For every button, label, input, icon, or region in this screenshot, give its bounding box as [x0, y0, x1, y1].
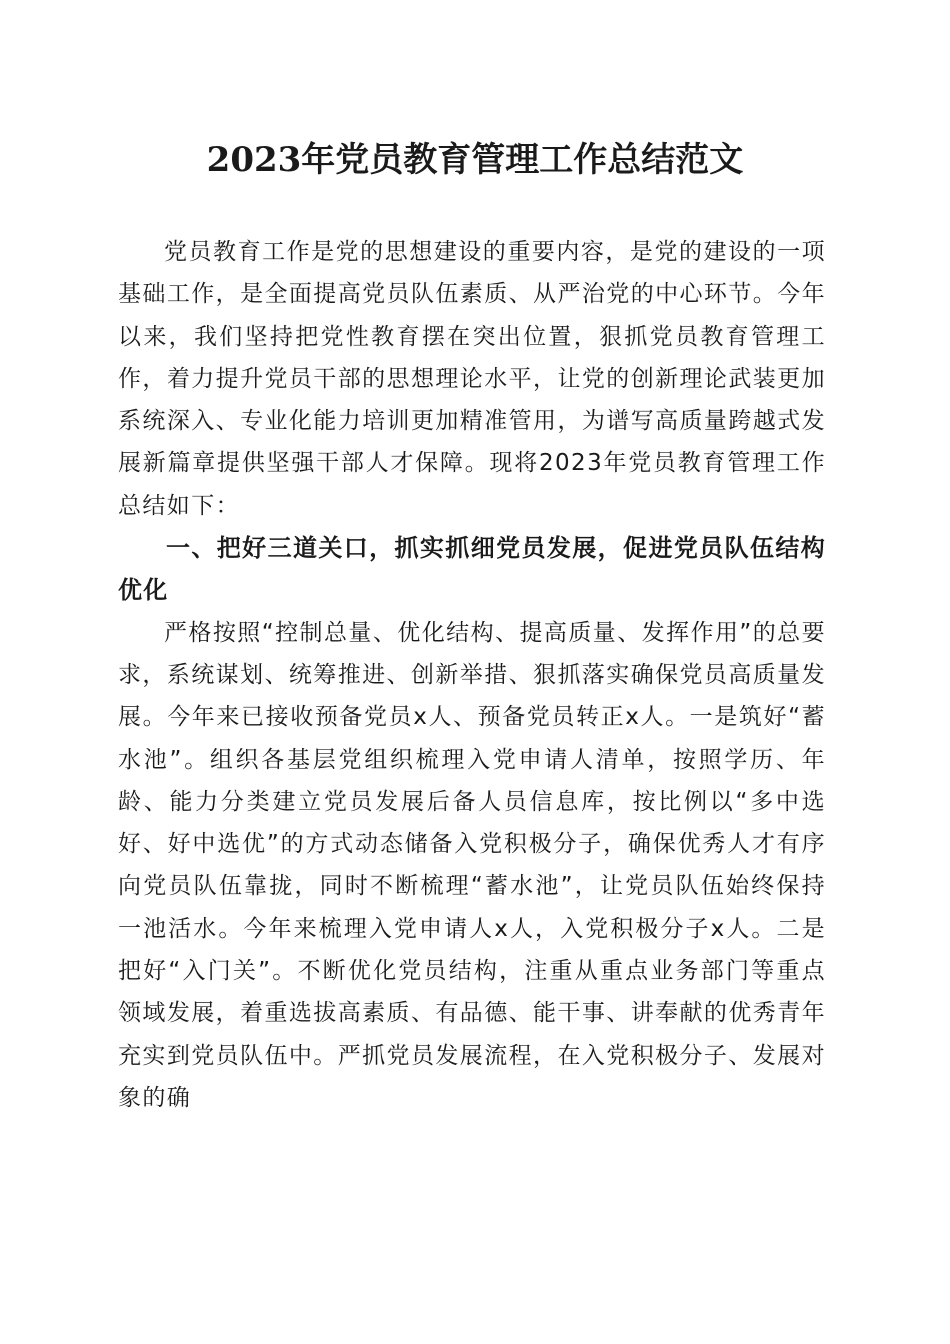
section-1-paragraph: 严格按照“控制总量、优化结构、提高质量、发挥作用”的总要求，系统谋划、统筹推进、创新举措、狠抓落实确保党员高质量发展。今年来已接收预备党员x人、预备党员转正x人。一是筑好“蓄水池”。组织各基层党组织梳理入党申请人清单，按照学历、年龄、能力分类建立党员发展后备人员信息库，按比例以“多中选好、好中选优”的方式动态储备入党积极分子，确保优秀人才有序向党员队伍靠拢，同时不断梳理“蓄水池”，让党员队伍始终保持一池活水。今年来梳理入党申请人x人，入党积极分子x人。二是把好“入门关”。不断优化党员结构，注重从重点业务部门等重点领域发展，着重选拔高素质、有品德、能干事、讲奉献的优秀青年充实到党员队伍中。严抓党员发展流程，在入党积极分子、发展对象的确 — [118, 619, 826, 1111]
document-body — [118, 231, 826, 1119]
document-title: 2023年党员教育管理工作总结范文 — [206, 140, 744, 180]
section-heading-1: 一、把好三道关口，抓实抓细党员发展，促进党员队伍结构优化 — [118, 534, 826, 605]
intro-paragraph: 党员教育工作是党的思想建设的重要内容，是党的建设的一项基础工作，是全面提高党员队伍素质、从严治党的中心环节。今年以来，我们坚持把党性教育摆在突出位置，狠抓党员教育管理工作，着力提升党员干部的思想理论水平，让党的创新理论武装更加系统深入、专业化能力培训更加精准管用，为谱写高质量跨越式发展新篇章提供坚强干部人才保障。现将2023年党员教育管理工作总结如下： — [118, 239, 826, 519]
